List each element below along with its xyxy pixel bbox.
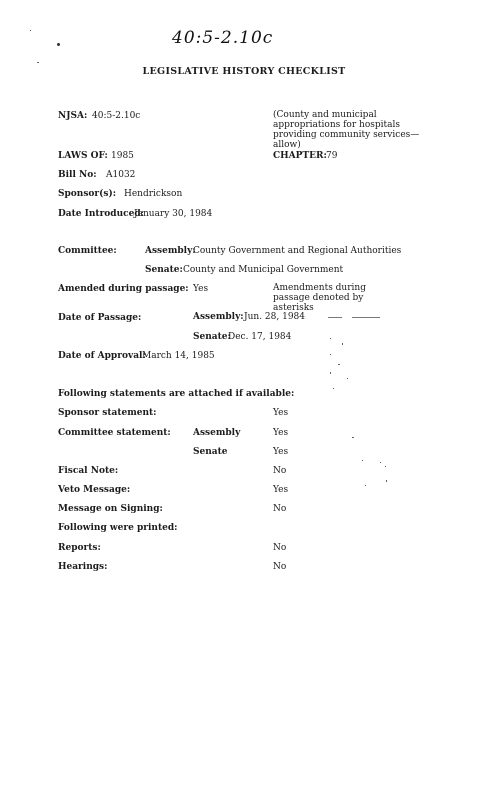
fiscal-note-label: Fiscal Note: [58,466,119,476]
njsa-description: (County and municipal appropriations for hospitals providing community services—allow) [273,110,420,150]
message-on-signing-value: No [273,504,287,514]
committee-statement-senate-value: Yes [273,447,289,457]
date-introduced-value: January 30, 1984 [134,209,213,219]
committee-statement-senate-label: Senate [193,447,228,457]
scan-speck [338,364,340,365]
statements-header: Following statements are attached if available: [58,389,295,399]
laws-of-label: LAWS OF: [58,151,108,161]
scan-speck [380,462,381,463]
sponsor-value: Hendrickson [124,189,183,199]
amended-note: Amendments during passage denoted by asterisks [273,283,366,313]
scan-streak [328,317,342,318]
date-of-approval-value: March 14, 1985 [142,351,215,361]
passage-assembly-value: Jun. 28, 1984 [244,312,306,322]
scan-speck [352,437,354,438]
sponsor-statement-label: Sponsor statement: [58,408,157,418]
reports-value: No [273,543,287,553]
scan-speck [330,354,331,355]
amended-value: Yes [193,284,209,294]
veto-message-label: Veto Message: [58,485,131,495]
handwritten-code: 40:5-2.10c [172,28,274,48]
scan-speck [333,388,334,389]
date-introduced-label: Date Introduced: [58,209,144,219]
chapter-label: CHAPTER: [273,151,327,161]
committee-senate-value: County and Municipal Government [183,265,344,275]
committee-statement-label: Committee statement: [58,428,171,438]
scan-speck [330,338,331,339]
scan-speck [365,485,366,486]
scan-speck [37,62,39,63]
njsa-label: NJSA: [58,111,88,121]
njsa-value: 40:5-2.10c [92,111,141,121]
sponsor-statement-value: Yes [273,408,289,418]
scan-streak [352,317,380,318]
scan-speck [386,480,387,482]
veto-message-value: Yes [273,485,289,495]
scan-speck [342,343,343,345]
scan-speck [330,372,331,374]
scan-speck [57,43,60,46]
committee-statement-assembly-value: Yes [273,428,289,438]
passage-senate-label: Senate: [193,332,231,342]
committee-assembly-label: Assembly: [145,246,196,256]
committee-assembly-value: County Government and Regional Authorities [193,246,402,256]
scan-speck [30,30,31,31]
passage-senate-value: Dec. 17, 1984 [228,332,292,342]
committee-label: Committee: [58,246,117,256]
date-of-passage-label: Date of Passage: [58,313,142,323]
printed-header: Following were printed: [58,523,178,533]
committee-senate-label: Senate: [145,265,183,275]
laws-of-value: 1985 [111,151,134,161]
reports-label: Reports: [58,543,101,553]
scan-speck [347,378,348,379]
fiscal-note-value: No [273,466,287,476]
date-of-approval-label: Date of Approval: [58,351,146,361]
document-title: LEGISLATIVE HISTORY CHECKLIST [142,66,346,77]
amended-label: Amended during passage: [58,284,189,294]
message-on-signing-label: Message on Signing: [58,504,163,514]
scan-speck [362,460,363,461]
bill-no-value: A1032 [106,170,136,180]
hearings-label: Hearings: [58,562,108,572]
sponsor-label: Sponsor(s): [58,189,117,199]
bill-no-label: Bill No: [58,170,97,180]
scan-speck [385,466,386,467]
hearings-value: No [273,562,287,572]
passage-assembly-label: Assembly: [193,312,244,322]
chapter-value: 79 [326,151,338,161]
committee-statement-assembly-label: Assembly [193,428,241,438]
